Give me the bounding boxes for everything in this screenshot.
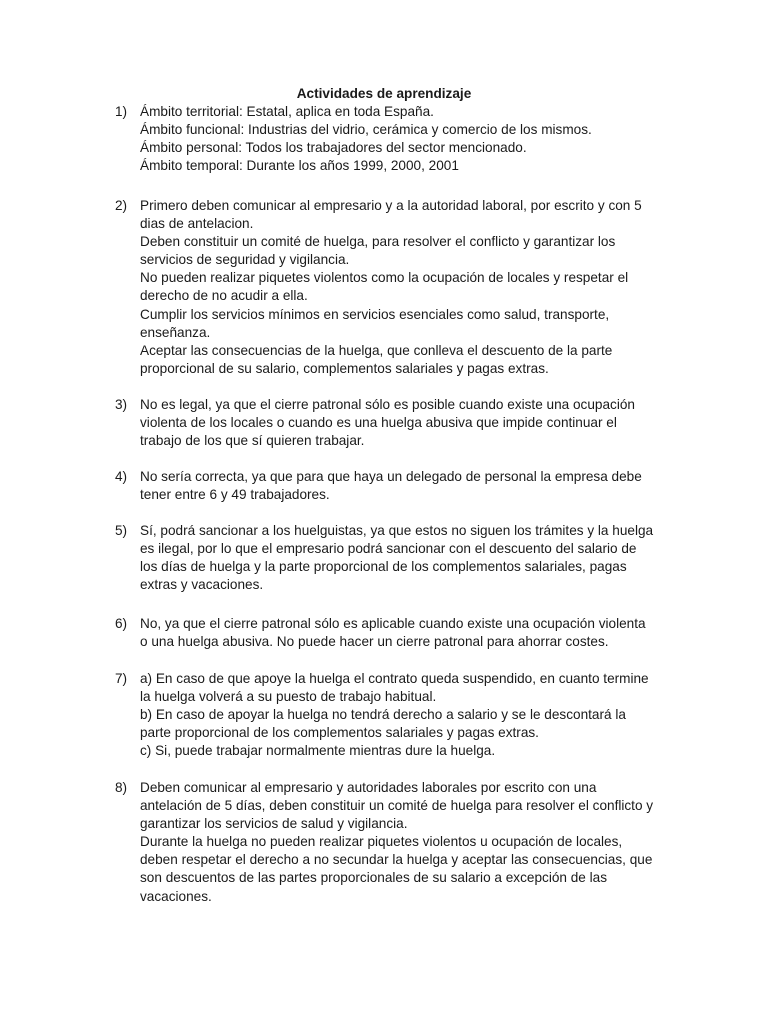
text-line: antelación de 5 días, deben constituir un comité de huelga para resolver el conflicto y xyxy=(140,798,654,814)
text-line: Primero deben comunicar al empresario y a la autoridad laboral, por escrito y con 5 xyxy=(140,198,642,213)
text-line: No, ya que el cierre patronal sólo es aplicable cuando existe una ocupación violenta xyxy=(140,616,646,631)
text-line: Deben comunicar al empresario y autoridades laborales por escrito con una xyxy=(140,780,597,795)
text-line: enseñanza. xyxy=(140,324,211,340)
list-item xyxy=(115,615,685,651)
text-line: vacaciones. xyxy=(140,888,212,904)
text-line: parte proporcional de los complementos salariales y pagas extras. xyxy=(140,725,539,741)
text-line: a) En caso de que apoye la huelga el contrato queda suspendido, en cuanto termine xyxy=(140,671,649,686)
list-item xyxy=(115,779,685,906)
list-item xyxy=(115,197,685,378)
text-line: proporcional de su salario, complementos salariales y pagas extras. xyxy=(140,360,549,376)
text-line: Ámbito personal: Todos los trabajadores del sector mencionado. xyxy=(140,140,527,156)
text-line: Durante la huelga no pueden realizar piquetes violentos u ocupación de locales, xyxy=(140,834,623,850)
text-line: trabajo de los que sí quieren trabajar. xyxy=(140,433,365,449)
text-line: No es legal, ya que el cierre patronal sólo es posible cuando existe una ocupación xyxy=(140,397,635,412)
text-line: Ámbito territorial: Estatal, aplica en toda España. xyxy=(140,104,434,119)
item-number: 2) xyxy=(115,198,128,213)
item-body xyxy=(140,670,685,760)
text-line: Deben constituir un comité de huelga, para resolver el conflicto y garantizar los xyxy=(140,234,616,250)
text-line: son descuentos de las partes proporcionales de su salario a excepción de las xyxy=(140,870,608,886)
list-item xyxy=(115,103,685,175)
item-number: 6) xyxy=(115,616,128,631)
list-item xyxy=(115,396,685,450)
item-body xyxy=(140,396,685,450)
item-number: 8) xyxy=(115,780,128,795)
text-line: Sí, podrá sancionar a los huelguistas, ya que estos no siguen los trámites y la huelga xyxy=(140,523,654,538)
text-line: o una huelga abusiva. No puede hacer un cierre patronal para ahorrar costes. xyxy=(140,634,609,650)
item-number: 5) xyxy=(115,523,128,538)
text-line: servicios de seguridad y vigilancia. xyxy=(140,252,350,268)
item-number: 4) xyxy=(115,469,128,484)
text-line: Ámbito temporal: Durante los años 1999, 2000, 2001 xyxy=(140,158,459,174)
item-body xyxy=(140,468,685,504)
text-line: garantizar los servicios de salud y vigilancia. xyxy=(140,816,408,832)
text-line: No pueden realizar piquetes violentos como la ocupación de locales y respetar el xyxy=(140,270,629,286)
text-line: es ilegal, por lo que el empresario podrá sancionar con el descuento del salario de xyxy=(140,541,637,557)
item-body xyxy=(140,522,685,594)
item-body xyxy=(140,197,685,378)
text-line: deben respetar el derecho a no secundar la huelga y aceptar las consecuencias, que xyxy=(140,852,653,868)
list-item xyxy=(115,522,685,594)
text-line: derecho de no acudir a ella. xyxy=(140,288,308,304)
text-line: Ámbito funcional: Industrias del vidrio, cerámica y comercio de los mismos. xyxy=(140,122,592,138)
text-line: b) En caso de apoyar la huelga no tendrá derecho a salario y se le descontará la xyxy=(140,707,626,723)
text-line: los días de huelga y la parte proporcional de los complementos salariales, pagas xyxy=(140,559,627,575)
item-number: 7) xyxy=(115,671,128,686)
text-line: extras y vacaciones. xyxy=(140,577,264,593)
item-body xyxy=(140,103,685,175)
text-line: tener entre 6 y 49 trabajadores. xyxy=(140,487,330,503)
item-body xyxy=(140,779,685,906)
list-item xyxy=(115,468,685,504)
text-line: Cumplir los servicios mínimos en servicios esenciales como salud, transporte, xyxy=(140,306,610,322)
document-title: Actividades de aprendizaje xyxy=(296,86,472,101)
text-line: Aceptar las consecuencias de la huelga, que conlleva el descuento de la parte xyxy=(140,342,613,358)
item-body xyxy=(140,615,685,651)
text-line: No sería correcta, ya que para que haya un delegado de personal la empresa debe xyxy=(140,469,642,484)
text-line: c) Si, puede trabajar normalmente mientras dure la huelga. xyxy=(140,743,496,759)
text-line: violenta de los locales o cuando es una huelga abusiva que impide continuar el xyxy=(140,415,617,431)
list-item xyxy=(115,670,685,760)
item-number: 1) xyxy=(115,104,128,119)
item-number: 3) xyxy=(115,397,128,412)
text-line: dias de antelacion. xyxy=(140,216,254,232)
text-line: la huelga volverá a su puesto de trabajo habitual. xyxy=(140,689,437,705)
